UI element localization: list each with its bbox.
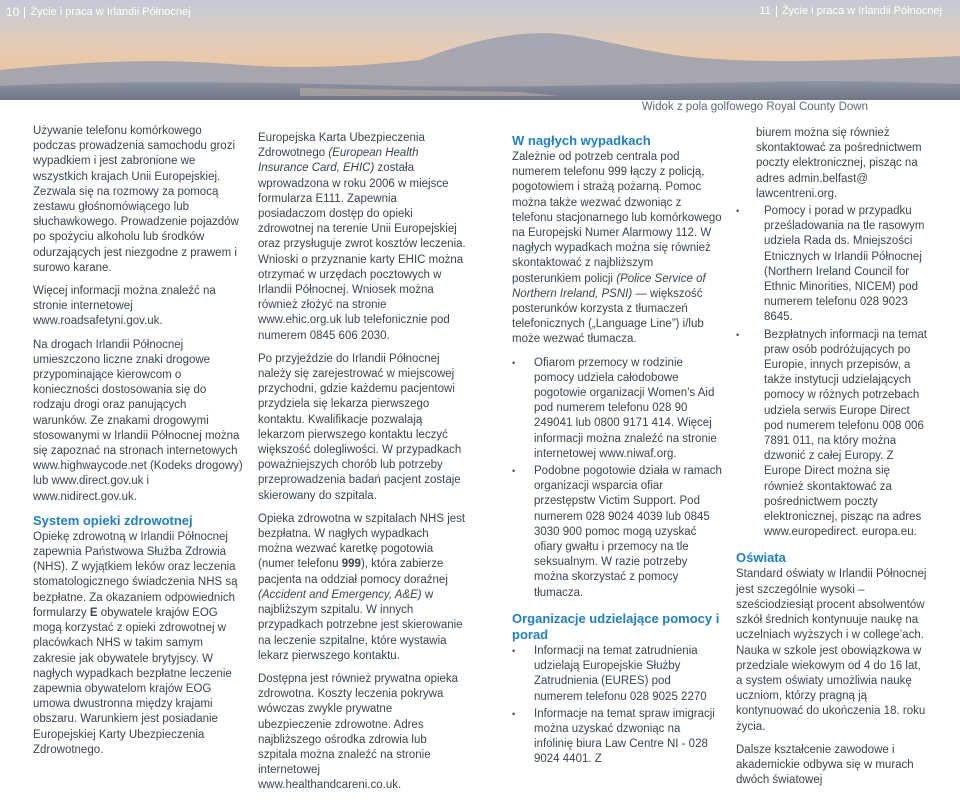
section-heading-health: System opieki zdrowotnej xyxy=(33,512,193,528)
column-2 xyxy=(258,131,466,802)
section-heading-organizations: Organizacje udzielające pomocy i porad xyxy=(512,610,720,642)
list-item: • Informacje na temat spraw imigracji można uzyskać dzwoniąc na infolinię biura Law Centre NI - 028 9024 4401. Z xyxy=(512,707,722,768)
right-running-title: Życie i praca w Irlandii Północnej xyxy=(781,5,942,17)
paragraph: Dostępna jest również prywatna opieka zdrowotna. Koszty leczenia pokrywa wówczas zwykle prywatne ubezpieczenie zdrowotne. Adres najbliższego ośrodka zdrowia lub szpitala można znaleźć na stronie internetowej www.healthandcareni.co.uk. xyxy=(258,672,459,792)
list-item: • Pomocy i porad w przypadku prześladowania na tle rasowym udziela Rada ds. Mniejszości Etnicznych w Irlandii Północnej (Northern Ireland Council for Ethnic Minorities, NICEM) pod numerem telefonu 028 9023 8645. xyxy=(736,204,930,326)
header-separator xyxy=(776,6,777,17)
paragraph: Po przyjeździe do Irlandii Północnej należy się zarejestrować w miejscowej przychodni, gdzie każdemu pacjentowi przydziela się lekarza pierwszego kontaktu. Kwalifikacje pozwalają lekarzom pierwszego kontaktu leczyć większość dolegliwości. W przypadkach poważniejszych chorób lub potrzeby przeprowadzenia badań pacjent zostaje skierowany do szpitala. xyxy=(258,352,462,502)
bullet-list xyxy=(736,204,930,540)
continued-list-item: biurem można się również skontaktować za pośrednictwem poczty elektronicznej, pisząc na adres admin.belfast@ lawcentreni.org. xyxy=(756,127,922,200)
paragraph: Używanie telefonu komórkowego podczas prowadzenia samochodu grozi wypadkiem i jest zabronione we wszystkich krajach Unii Europejskiej. Zezwala się na rozmowy za pomocą zestawu głośnomówiącego lub słuchawkowego. Prowadzenie pojazdów po spożyciu alkoholu lub środków odurzających jest niezgodne z prawem i surowo karane. xyxy=(33,125,239,274)
bullet-list xyxy=(512,644,722,768)
paragraph: Dalsze kształcenie zawodowe i akademickie odbywa się w murach dwóch światowej xyxy=(736,743,914,787)
paragraph: Europejska Karta Ubezpieczenia Zdrowotnego (European Health Insurance Card, EHIC) została wprowadzona w roku 2006 w miejsce formularza E111. Zapewnia posiadaczom dostęp do opieki zdrowotnej na terenie Unii Europejskiej oraz przysługuje zwrot kosztów leczenia. Wnioski o przyznanie karty EHIC można otrzymać w urzędach pocztowych w Irlandii Północnej. Wniosek można również złożyć na stronie www.ehic.org.uk lub telefonicznie pod numerem 0845 606 2030. xyxy=(258,132,466,342)
paragraph: Na drogach Irlandii Północnej umieszczono liczne znaki drogowe przypominające kierowcom o konieczności dostosowania się do rodzaju drogi oraz panujących warunków. Ze znakami drogowymi stosowanymi w Irlandii Północnej można się zapoznać na stronach internetowych www.highwaycode.net (Kodeks drogowy) lub www.direct.gov.uk i www.nidirect.gov.uk. xyxy=(33,338,243,503)
column-4 xyxy=(736,126,930,796)
list-item: • Informacji na temat zatrudnienia udzielają Europejskie Służby Zatrudnienia (EURES) pod numerem telefonu 028 9025 2270 xyxy=(512,644,722,705)
list-item: • Podobne pogotowie działa w ramach organizacji wsparcia ofiar przestępstw Victim Support. Pod numerem 028 9024 4039 lub 0845 3030 900 pomoc mogą uzyskać ofiary gwałtu i przemocy na tle seksualnym. W razie potrzeby można skorzystać z pomocy tłumacza. xyxy=(512,464,722,601)
header-separator xyxy=(24,7,25,18)
paragraph: Więcej informacji można znaleźć na stronie internetowej www.roadsafetyni.gov.uk. xyxy=(33,285,216,328)
paragraph: Zależnie od potrzeb centrala pod numerem telefonu 999 łączy z policją, pogotowiem i strażą pożarną. Pomoc można także wezwać dzwoniąc z telefonu stacjonarnego lub komórkowego na Europejski Numer Alarmowy 112. W nagłych wypadkach można się również skontaktować z najbliższym posterunkiem policji (Police Service of Northern Ireland, PSNI) — większość posterunków korzysta z tłumaczeń telefonicznych („Language Line”) i/lub może wezwać tłumacza. xyxy=(512,151,722,346)
paragraph: Standard oświaty w Irlandii Północnej jest szczególnie wysoki – sześciodziesiąt procent absolwentów szkół średnich kontynuuje naukę na uczelniach wyższych i w college’ach. Nauka w szkole jest obowiązkowa w przedziale wiekowym od 4 do 16 lat, a system oświaty umożliwia naukę uczniom, którzy pragną ją kontynuować do ukończenia 18. roku życia. xyxy=(736,568,927,733)
list-item: • Ofiarom przemocy w rodzinie pomocy udziela całodobowe pogotowie organizacji Women's Aid pod numerem telefonu 028 90 249041 lub 0800 9171 414. Więcej informacji można znaleźć na stronie internetowej www.niwaf.org. xyxy=(512,356,722,462)
left-page-number: 10 xyxy=(6,5,20,19)
right-page-number: 11 xyxy=(759,5,771,17)
left-running-title: Życie i praca w Irlandii Północnej xyxy=(30,6,191,18)
bullet-list xyxy=(512,356,722,601)
right-page-header xyxy=(759,5,942,17)
header-photo xyxy=(0,0,960,100)
image-caption: Widok z pola golfowego Royal County Down xyxy=(641,101,868,113)
paragraph: Opiekę zdrowotną w Irlandii Północnej zapewnia Państwowa Służba Zdrowia (NHS). Z wyjątkiem leków oraz leczenia stomatologicznego świadczenia NHS są bezpłatne. Za okazaniem odpowiednich formularzy E obywatele krajów EOG mogą korzystać z opieki zdrowotnej w placówkach NHS w takim samym zakresie jak obywatele brytyjscy. W nagłych wypadkach bezpłatne leczenie zapewnia obywatelom krajów EOG umowa dwustronna między krajami obszaru. Warunkiem jest posiadanie Europejskiej Karty Ubezpieczenia Zdrowotnego. xyxy=(33,530,238,756)
list-item: • Bezpłatnych informacji na temat praw osób podróżujących po Europie, innych przepisów, a także instytucji udzielających pomocy w różnych potrzebach udziela serwis Europe Direct pod numerem telefonu 008 006 7891 011, na który można dzwonić z całej Europy. Z Europe Direct można się również skontaktować za pośrednictwem poczty elektronicznej, pisząc na adres www.europedirect. europa.eu. xyxy=(736,328,930,541)
section-heading-education: Oświata xyxy=(736,550,786,566)
section-heading-emergency: W nagłych wypadkach xyxy=(512,133,651,148)
column-1 xyxy=(33,124,243,766)
column-3 xyxy=(512,133,722,770)
left-page-header xyxy=(6,5,191,19)
paragraph: Opieka zdrowotna w szpitalach NHS jest bezpłatna. W nagłych wypadkach można wezwać karetkę pogotowia (numer telefonu 999), która zabierze pacjenta na oddział pomocy doraźnej (Accident and Emergency, A&E) w najbliższym szpitalu. W innych przypadkach potrzebne jest skierowanie na leczenie szpitalne, które wystawia lekarz pierwszego kontaktu. xyxy=(258,512,466,662)
